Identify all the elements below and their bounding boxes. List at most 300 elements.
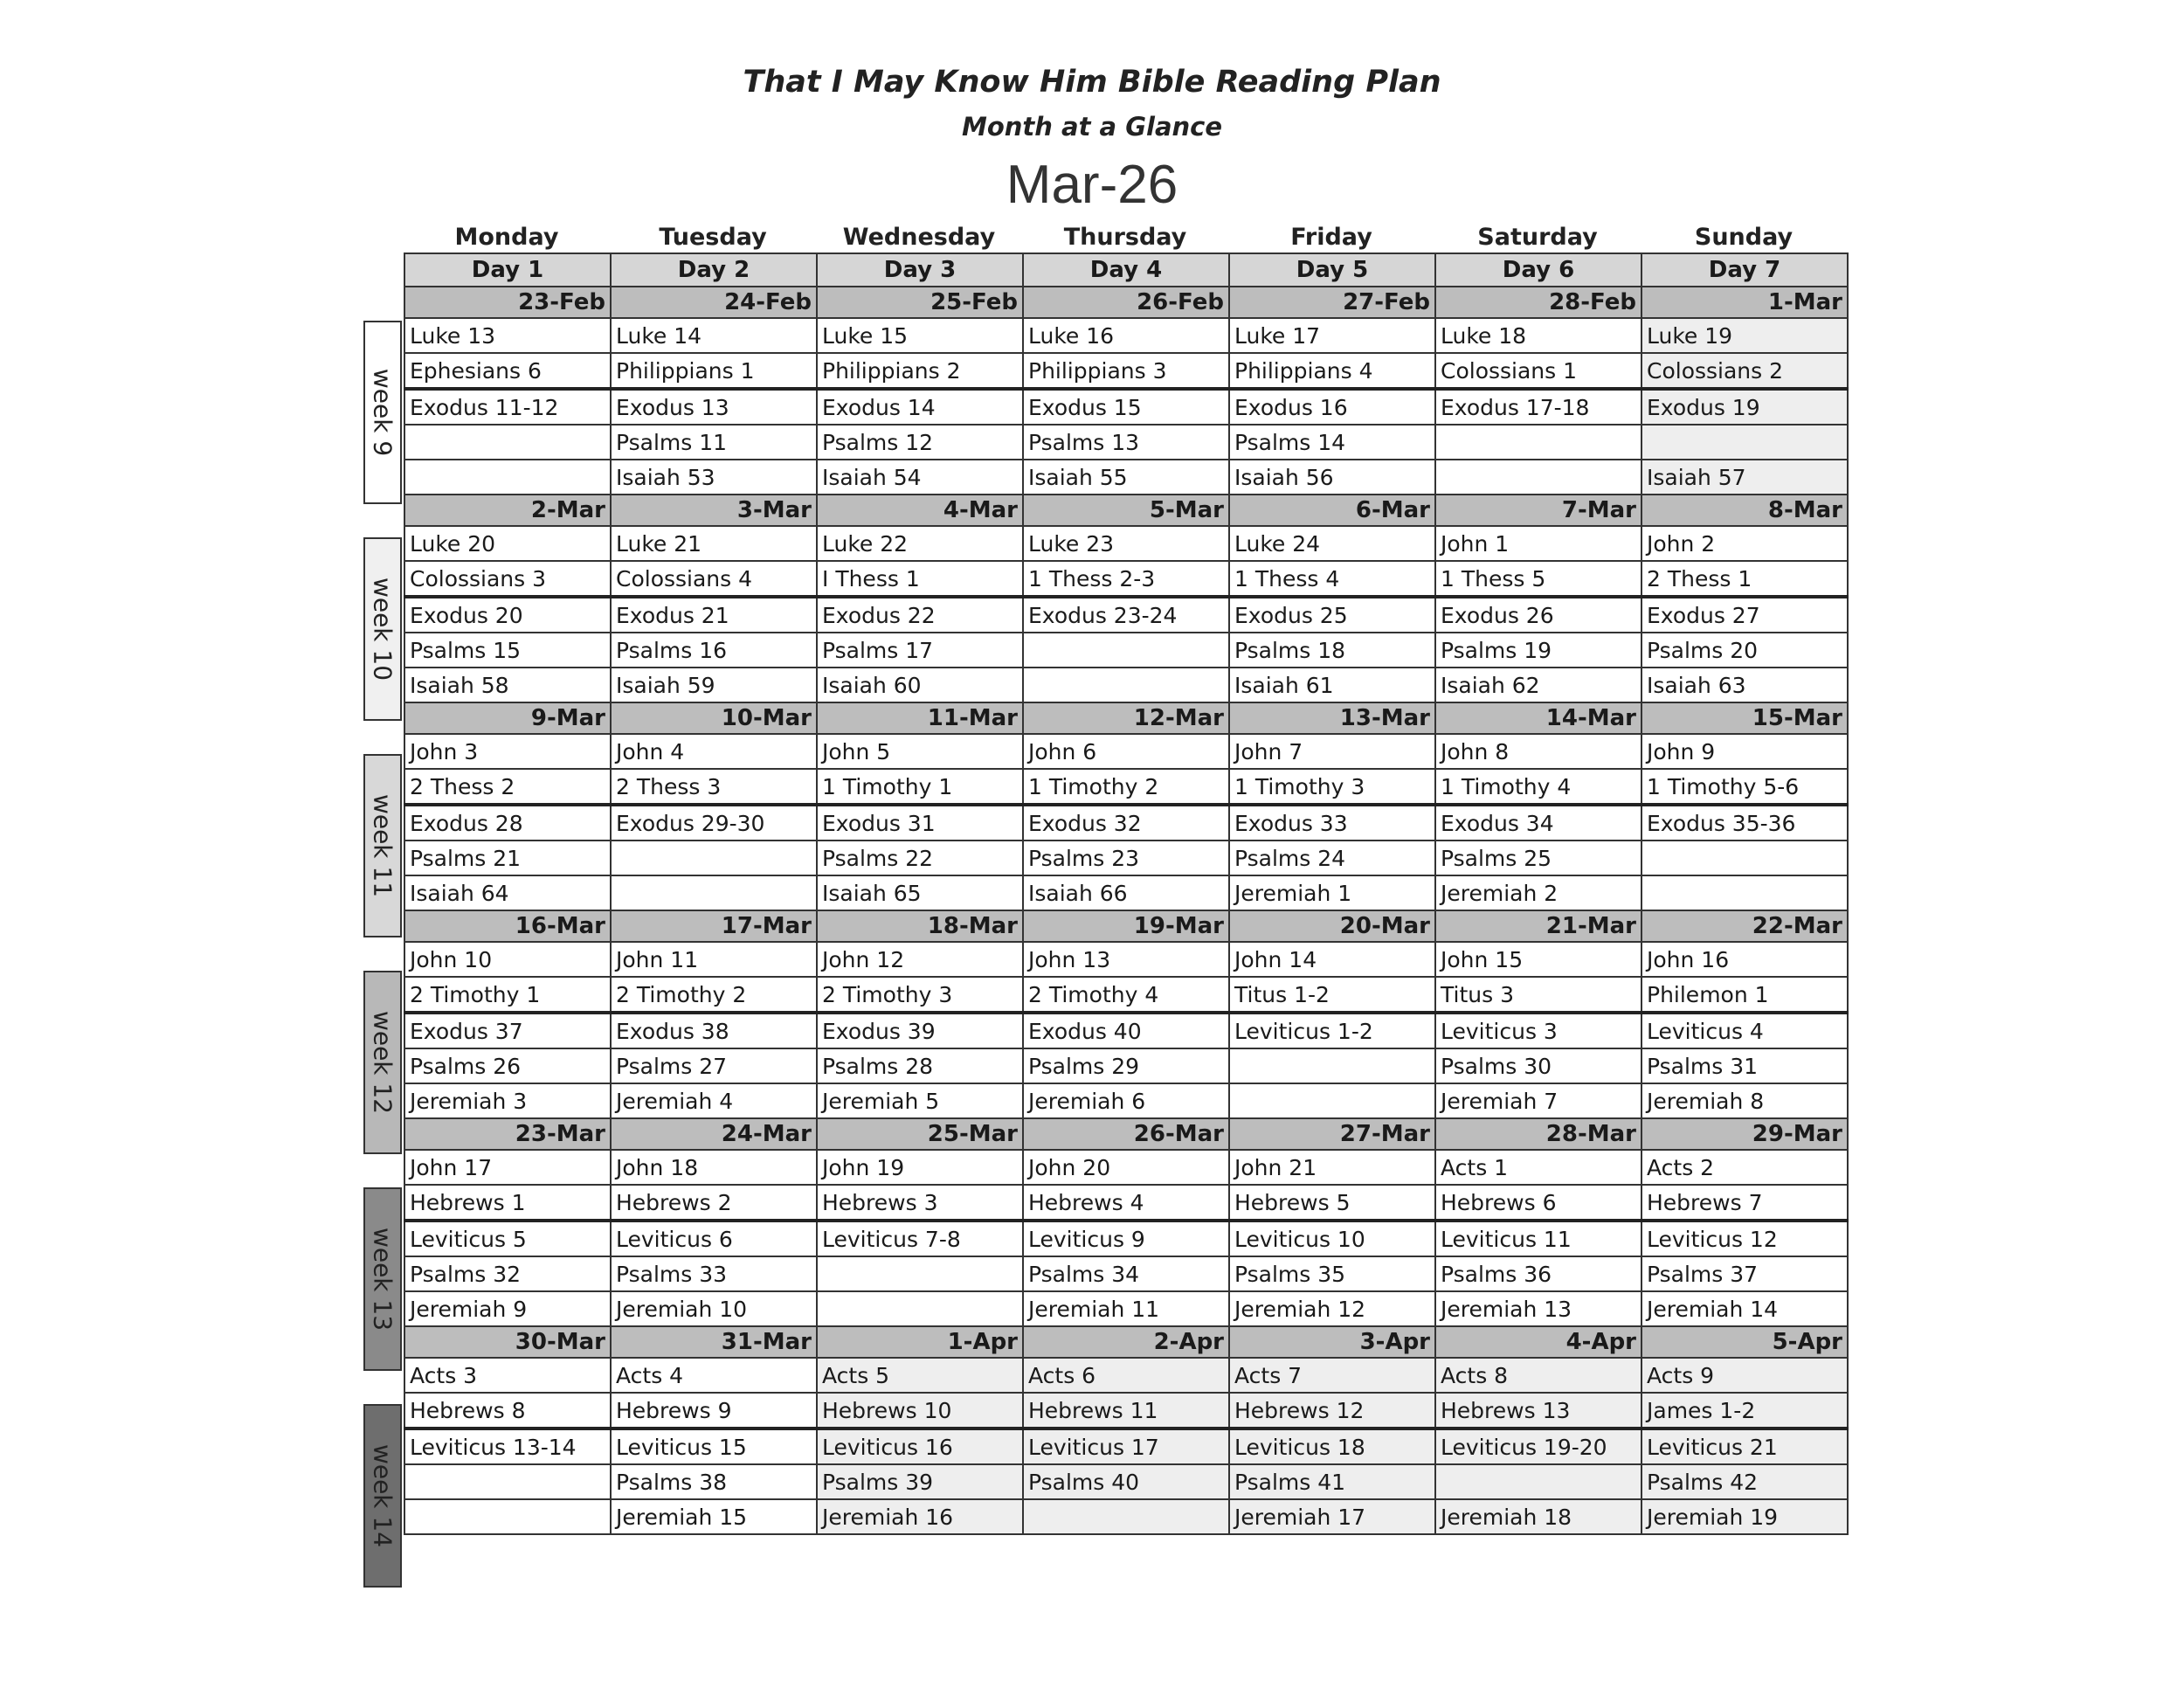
date-cell: 5-Mar	[1023, 495, 1229, 526]
week-label: week 9	[368, 368, 397, 457]
reading-row	[404, 425, 1848, 460]
date-cell: 29-Mar	[1641, 1118, 1848, 1150]
reading-cell: Jeremiah 13	[1435, 1291, 1641, 1326]
reading-cell: Psalms 25	[1435, 841, 1641, 875]
reading-cell: John 5	[817, 734, 1023, 769]
reading-cell: Acts 3	[404, 1358, 611, 1393]
reading-row	[404, 526, 1848, 561]
reading-cell: Hebrews 13	[1435, 1393, 1641, 1429]
reading-row	[404, 561, 1848, 597]
day-number-cell: Day 1	[404, 253, 611, 287]
reading-cell: Leviticus 15	[611, 1429, 817, 1464]
date-row	[404, 702, 1848, 734]
reading-cell: Psalms 34	[1023, 1256, 1229, 1291]
reading-cell: Hebrews 7	[1641, 1185, 1848, 1221]
date-cell: 6-Mar	[1229, 495, 1435, 526]
reading-cell: Acts 2	[1641, 1150, 1848, 1185]
reading-cell: Luke 19	[1641, 318, 1848, 353]
reading-cell: 2 Timothy 4	[1023, 977, 1229, 1013]
reading-cell	[1023, 668, 1229, 702]
reading-cell: 2 Thess 1	[1641, 561, 1848, 597]
reading-cell: Leviticus 7-8	[817, 1221, 1023, 1256]
reading-row	[404, 977, 1848, 1013]
day-name-sunday: Sunday	[1694, 224, 1794, 251]
reading-cell: Exodus 33	[1229, 805, 1435, 841]
date-row	[404, 1326, 1848, 1358]
reading-cell	[1641, 875, 1848, 910]
reading-cell: Psalms 36	[1435, 1256, 1641, 1291]
reading-cell: Philippians 2	[817, 353, 1023, 389]
reading-cell: Isaiah 65	[817, 875, 1023, 910]
day-name-monday: Monday	[454, 224, 559, 251]
reading-cell: Exodus 34	[1435, 805, 1641, 841]
date-cell: 1-Apr	[817, 1326, 1023, 1358]
reading-cell: Exodus 35-36	[1641, 805, 1848, 841]
day-number-cell: Day 7	[1641, 253, 1848, 287]
reading-cell: Exodus 40	[1023, 1013, 1229, 1048]
reading-cell: Exodus 32	[1023, 805, 1229, 841]
date-cell: 18-Mar	[817, 910, 1023, 942]
reading-cell: Psalms 21	[404, 841, 611, 875]
reading-cell: Psalms 20	[1641, 633, 1848, 668]
date-cell: 2-Mar	[404, 495, 611, 526]
reading-cell: Hebrews 8	[404, 1393, 611, 1429]
reading-cell: Luke 17	[1229, 318, 1435, 353]
reading-cell: Isaiah 53	[611, 460, 817, 495]
reading-cell: Psalms 33	[611, 1256, 817, 1291]
date-cell: 23-Mar	[404, 1118, 611, 1150]
day-name-friday: Friday	[1290, 224, 1372, 251]
reading-cell: John 18	[611, 1150, 817, 1185]
reading-cell: Psalms 17	[817, 633, 1023, 668]
reading-cell: I Thess 1	[817, 561, 1023, 597]
reading-row	[404, 1393, 1848, 1429]
reading-cell: Titus 3	[1435, 977, 1641, 1013]
day-number-cell: Day 5	[1229, 253, 1435, 287]
date-cell: 3-Apr	[1229, 1326, 1435, 1358]
reading-cell: Hebrews 6	[1435, 1185, 1641, 1221]
day-name-wednesday: Wednesday	[842, 224, 996, 251]
reading-cell: Leviticus 13-14	[404, 1429, 611, 1464]
reading-cell: 1 Timothy 4	[1435, 769, 1641, 805]
reading-cell: Luke 14	[611, 318, 817, 353]
reading-cell: Jeremiah 16	[817, 1499, 1023, 1534]
reading-cell: Leviticus 9	[1023, 1221, 1229, 1256]
reading-cell: Psalms 28	[817, 1048, 1023, 1083]
date-cell: 23-Feb	[404, 287, 611, 318]
reading-cell: 1 Thess 5	[1435, 561, 1641, 597]
reading-cell: Luke 22	[817, 526, 1023, 561]
date-cell: 9-Mar	[404, 702, 611, 734]
reading-cell: Jeremiah 1	[1229, 875, 1435, 910]
reading-cell: Exodus 11-12	[404, 389, 611, 425]
reading-row	[404, 805, 1848, 841]
reading-cell: Jeremiah 17	[1229, 1499, 1435, 1534]
reading-cell: Leviticus 19-20	[1435, 1429, 1641, 1464]
reading-row	[404, 769, 1848, 805]
reading-cell: Psalms 13	[1023, 425, 1229, 460]
reading-row	[404, 841, 1848, 875]
reading-cell: Psalms 18	[1229, 633, 1435, 668]
reading-cell	[1435, 460, 1641, 495]
reading-cell: Leviticus 4	[1641, 1013, 1848, 1048]
reading-cell: Psalms 14	[1229, 425, 1435, 460]
reading-cell	[404, 1464, 611, 1499]
reading-cell: Philippians 3	[1023, 353, 1229, 389]
reading-cell: John 20	[1023, 1150, 1229, 1185]
reading-cell: Isaiah 57	[1641, 460, 1848, 495]
reading-cell: 2 Timothy 2	[611, 977, 817, 1013]
reading-cell: Psalms 42	[1641, 1464, 1848, 1499]
reading-row	[404, 1429, 1848, 1464]
week-label: week 13	[368, 1227, 397, 1332]
reading-cell: Luke 13	[404, 318, 611, 353]
reading-cell: John 15	[1435, 942, 1641, 977]
day-number-cell: Day 2	[611, 253, 817, 287]
reading-cell: Leviticus 18	[1229, 1429, 1435, 1464]
reading-cell: 2 Thess 3	[611, 769, 817, 805]
reading-cell: Exodus 37	[404, 1013, 611, 1048]
reading-cell: John 13	[1023, 942, 1229, 977]
reading-row	[404, 1499, 1848, 1534]
reading-cell: Hebrews 4	[1023, 1185, 1229, 1221]
reading-cell: John 3	[404, 734, 611, 769]
week-label: week 14	[368, 1443, 397, 1548]
reading-cell: Acts 9	[1641, 1358, 1848, 1393]
reading-row	[404, 1150, 1848, 1185]
date-cell: 27-Feb	[1229, 287, 1435, 318]
reading-cell: Exodus 31	[817, 805, 1023, 841]
reading-cell: Isaiah 59	[611, 668, 817, 702]
date-cell: 17-Mar	[611, 910, 817, 942]
reading-cell: Isaiah 58	[404, 668, 611, 702]
reading-cell: Colossians 3	[404, 561, 611, 597]
date-cell: 28-Mar	[1435, 1118, 1641, 1150]
reading-cell: Luke 23	[1023, 526, 1229, 561]
reading-cell: 1 Thess 2-3	[1023, 561, 1229, 597]
reading-cell: Exodus 28	[404, 805, 611, 841]
date-cell: 2-Apr	[1023, 1326, 1229, 1358]
date-cell: 3-Mar	[611, 495, 817, 526]
reading-cell: Colossians 4	[611, 561, 817, 597]
date-cell: 1-Mar	[1641, 287, 1848, 318]
reading-cell	[611, 841, 817, 875]
reading-cell: Exodus 17-18	[1435, 389, 1641, 425]
reading-cell	[1641, 425, 1848, 460]
date-cell: 26-Mar	[1023, 1118, 1229, 1150]
reading-cell: John 7	[1229, 734, 1435, 769]
reading-cell: Exodus 39	[817, 1013, 1023, 1048]
reading-cell: Isaiah 64	[404, 875, 611, 910]
day-name-saturday: Saturday	[1477, 224, 1598, 251]
reading-cell: Leviticus 10	[1229, 1221, 1435, 1256]
reading-cell: Psalms 31	[1641, 1048, 1848, 1083]
reading-cell: Exodus 26	[1435, 597, 1641, 633]
date-cell: 11-Mar	[817, 702, 1023, 734]
reading-cell: Acts 1	[1435, 1150, 1641, 1185]
reading-row	[404, 597, 1848, 633]
date-cell: 26-Feb	[1023, 287, 1229, 318]
week-label: week 10	[368, 577, 397, 681]
date-cell: 24-Mar	[611, 1118, 817, 1150]
reading-cell: Luke 15	[817, 318, 1023, 353]
week-label-tab	[363, 754, 402, 937]
reading-cell: Colossians 2	[1641, 353, 1848, 389]
reading-cell: Titus 1-2	[1229, 977, 1435, 1013]
date-cell: 31-Mar	[611, 1326, 817, 1358]
reading-cell: Exodus 23-24	[1023, 597, 1229, 633]
day-number-cell: Day 6	[1435, 253, 1641, 287]
reading-cell: Psalms 40	[1023, 1464, 1229, 1499]
reading-cell: Psalms 12	[817, 425, 1023, 460]
date-cell: 25-Feb	[817, 287, 1023, 318]
reading-cell: Psalms 35	[1229, 1256, 1435, 1291]
reading-row	[404, 1256, 1848, 1291]
date-cell: 16-Mar	[404, 910, 611, 942]
reading-cell: Leviticus 17	[1023, 1429, 1229, 1464]
reading-cell: Hebrews 10	[817, 1393, 1023, 1429]
reading-cell	[611, 875, 817, 910]
reading-row	[404, 353, 1848, 389]
reading-row	[404, 389, 1848, 425]
reading-cell: Exodus 21	[611, 597, 817, 633]
reading-cell: Jeremiah 11	[1023, 1291, 1229, 1326]
reading-cell: Exodus 16	[1229, 389, 1435, 425]
reading-cell: Psalms 22	[817, 841, 1023, 875]
reading-cell: Jeremiah 9	[404, 1291, 611, 1326]
week-label-tab	[363, 321, 402, 504]
reading-cell: Philemon 1	[1641, 977, 1848, 1013]
reading-cell: Psalms 41	[1229, 1464, 1435, 1499]
reading-cell: John 6	[1023, 734, 1229, 769]
reading-cell: Exodus 15	[1023, 389, 1229, 425]
reading-row	[404, 1185, 1848, 1221]
reading-cell: Psalms 39	[817, 1464, 1023, 1499]
reading-cell: 1 Timothy 5-6	[1641, 769, 1848, 805]
reading-cell: 1 Timothy 1	[817, 769, 1023, 805]
reading-cell: John 4	[611, 734, 817, 769]
day-name-thursday: Thursday	[1063, 224, 1187, 251]
reading-cell: Exodus 22	[817, 597, 1023, 633]
reading-cell: Exodus 38	[611, 1013, 817, 1048]
reading-cell	[817, 1256, 1023, 1291]
date-cell: 20-Mar	[1229, 910, 1435, 942]
week-label-tab	[363, 971, 402, 1154]
reading-row	[404, 1083, 1848, 1118]
date-cell: 14-Mar	[1435, 702, 1641, 734]
reading-cell: Jeremiah 18	[1435, 1499, 1641, 1534]
reading-cell: Isaiah 54	[817, 460, 1023, 495]
reading-cell: Psalms 15	[404, 633, 611, 668]
reading-cell: Hebrews 11	[1023, 1393, 1229, 1429]
reading-cell: Exodus 20	[404, 597, 611, 633]
reading-cell: Jeremiah 5	[817, 1083, 1023, 1118]
reading-row	[404, 1464, 1848, 1499]
day-number-row	[404, 253, 1848, 287]
reading-cell: Hebrews 1	[404, 1185, 611, 1221]
reading-cell: Jeremiah 8	[1641, 1083, 1848, 1118]
reading-cell: Exodus 25	[1229, 597, 1435, 633]
reading-cell: Exodus 29-30	[611, 805, 817, 841]
reading-row	[404, 942, 1848, 977]
reading-cell: Psalms 19	[1435, 633, 1641, 668]
week-label: week 12	[368, 1010, 397, 1115]
reading-cell: Jeremiah 10	[611, 1291, 817, 1326]
date-cell: 27-Mar	[1229, 1118, 1435, 1150]
reading-cell	[1023, 1499, 1229, 1534]
reading-cell: Exodus 13	[611, 389, 817, 425]
reading-cell	[1435, 425, 1641, 460]
week-label-tab	[363, 537, 402, 721]
reading-row	[404, 668, 1848, 702]
reading-cell: Psalms 29	[1023, 1048, 1229, 1083]
reading-cell: Psalms 23	[1023, 841, 1229, 875]
reading-row	[404, 1048, 1848, 1083]
day-name-tuesday: Tuesday	[659, 224, 767, 251]
reading-cell: John 9	[1641, 734, 1848, 769]
reading-cell: Psalms 24	[1229, 841, 1435, 875]
reading-row	[404, 633, 1848, 668]
day-number-cell: Day 3	[817, 253, 1023, 287]
reading-cell: Jeremiah 19	[1641, 1499, 1848, 1534]
reading-cell	[404, 425, 611, 460]
date-cell: 30-Mar	[404, 1326, 611, 1358]
page-subtitle: Month at a Glance	[961, 112, 1223, 142]
date-cell: 5-Apr	[1641, 1326, 1848, 1358]
reading-cell: Colossians 1	[1435, 353, 1641, 389]
date-cell: 19-Mar	[1023, 910, 1229, 942]
reading-cell: Jeremiah 2	[1435, 875, 1641, 910]
reading-row	[404, 734, 1848, 769]
reading-cell: Psalms 11	[611, 425, 817, 460]
reading-cell: James 1-2	[1641, 1393, 1848, 1429]
reading-cell: Jeremiah 14	[1641, 1291, 1848, 1326]
date-cell: 10-Mar	[611, 702, 817, 734]
month-label: Mar-26	[1006, 155, 1178, 215]
reading-cell: Psalms 16	[611, 633, 817, 668]
reading-cell: Psalms 32	[404, 1256, 611, 1291]
reading-cell: 2 Timothy 3	[817, 977, 1023, 1013]
reading-cell: Jeremiah 12	[1229, 1291, 1435, 1326]
reading-cell: Luke 16	[1023, 318, 1229, 353]
reading-cell: Hebrews 5	[1229, 1185, 1435, 1221]
reading-cell: 2 Timothy 1	[404, 977, 611, 1013]
reading-cell: Jeremiah 4	[611, 1083, 817, 1118]
reading-cell: Luke 24	[1229, 526, 1435, 561]
reading-cell: John 11	[611, 942, 817, 977]
reading-cell: Psalms 27	[611, 1048, 817, 1083]
calendar-body	[404, 253, 1848, 1534]
reading-cell: 1 Timothy 3	[1229, 769, 1435, 805]
reading-cell: Exodus 27	[1641, 597, 1848, 633]
reading-cell: 1 Thess 4	[1229, 561, 1435, 597]
reading-cell	[817, 1291, 1023, 1326]
date-cell: 22-Mar	[1641, 910, 1848, 942]
reading-cell: Psalms 37	[1641, 1256, 1848, 1291]
date-cell: 28-Feb	[1435, 287, 1641, 318]
reading-cell: Philippians 4	[1229, 353, 1435, 389]
reading-cell: Psalms 26	[404, 1048, 611, 1083]
reading-cell: Hebrews 12	[1229, 1393, 1435, 1429]
reading-cell: John 10	[404, 942, 611, 977]
reading-cell: Acts 4	[611, 1358, 817, 1393]
date-cell: 13-Mar	[1229, 702, 1435, 734]
date-cell: 15-Mar	[1641, 702, 1848, 734]
date-cell: 24-Feb	[611, 287, 817, 318]
date-row	[404, 287, 1848, 318]
reading-cell: 1 Timothy 2	[1023, 769, 1229, 805]
reading-cell: Luke 20	[404, 526, 611, 561]
reading-cell: Isaiah 62	[1435, 668, 1641, 702]
date-cell: 4-Mar	[817, 495, 1023, 526]
reading-cell: Exodus 14	[817, 389, 1023, 425]
reading-cell: Acts 7	[1229, 1358, 1435, 1393]
reading-cell: Jeremiah 3	[404, 1083, 611, 1118]
reading-row	[404, 318, 1848, 353]
reading-cell: John 14	[1229, 942, 1435, 977]
reading-row	[404, 1013, 1848, 1048]
reading-cell: Leviticus 12	[1641, 1221, 1848, 1256]
reading-row	[404, 1358, 1848, 1393]
week-label-tab	[363, 1404, 402, 1588]
reading-cell: Isaiah 66	[1023, 875, 1229, 910]
reading-cell: John 12	[817, 942, 1023, 977]
page-title: That I May Know Him Bible Reading Plan	[743, 65, 1441, 100]
reading-cell: Psalms 30	[1435, 1048, 1641, 1083]
reading-cell: Acts 8	[1435, 1358, 1641, 1393]
reading-cell: Isaiah 63	[1641, 668, 1848, 702]
reading-cell: Jeremiah 15	[611, 1499, 817, 1534]
reading-cell: Isaiah 55	[1023, 460, 1229, 495]
date-cell: 25-Mar	[817, 1118, 1023, 1150]
reading-cell: Hebrews 3	[817, 1185, 1023, 1221]
date-row	[404, 495, 1848, 526]
reading-cell: Leviticus 6	[611, 1221, 817, 1256]
date-cell: 8-Mar	[1641, 495, 1848, 526]
week-label: week 11	[368, 793, 397, 898]
date-row	[404, 1118, 1848, 1150]
reading-cell: Isaiah 61	[1229, 668, 1435, 702]
reading-cell: Isaiah 60	[817, 668, 1023, 702]
reading-cell: John 2	[1641, 526, 1848, 561]
reading-cell: Isaiah 56	[1229, 460, 1435, 495]
reading-cell: John 16	[1641, 942, 1848, 977]
reading-cell: Leviticus 21	[1641, 1429, 1848, 1464]
reading-cell: Leviticus 16	[817, 1429, 1023, 1464]
date-row	[404, 910, 1848, 942]
day-number-cell: Day 4	[1023, 253, 1229, 287]
reading-cell	[1023, 633, 1229, 668]
reading-cell	[404, 1499, 611, 1534]
reading-cell: 2 Thess 2	[404, 769, 611, 805]
reading-cell: Ephesians 6	[404, 353, 611, 389]
reading-cell: Jeremiah 7	[1435, 1083, 1641, 1118]
reading-cell: Leviticus 3	[1435, 1013, 1641, 1048]
reading-cell: John 21	[1229, 1150, 1435, 1185]
reading-cell: Luke 18	[1435, 318, 1641, 353]
date-cell: 7-Mar	[1435, 495, 1641, 526]
reading-row	[404, 875, 1848, 910]
reading-cell: Hebrews 2	[611, 1185, 817, 1221]
reading-cell	[1435, 1464, 1641, 1499]
reading-cell: Acts 6	[1023, 1358, 1229, 1393]
reading-cell: Jeremiah 6	[1023, 1083, 1229, 1118]
reading-cell: Leviticus 1-2	[1229, 1013, 1435, 1048]
reading-cell	[404, 460, 611, 495]
reading-row	[404, 1291, 1848, 1326]
reading-cell: Philippians 1	[611, 353, 817, 389]
reading-cell: John 8	[1435, 734, 1641, 769]
